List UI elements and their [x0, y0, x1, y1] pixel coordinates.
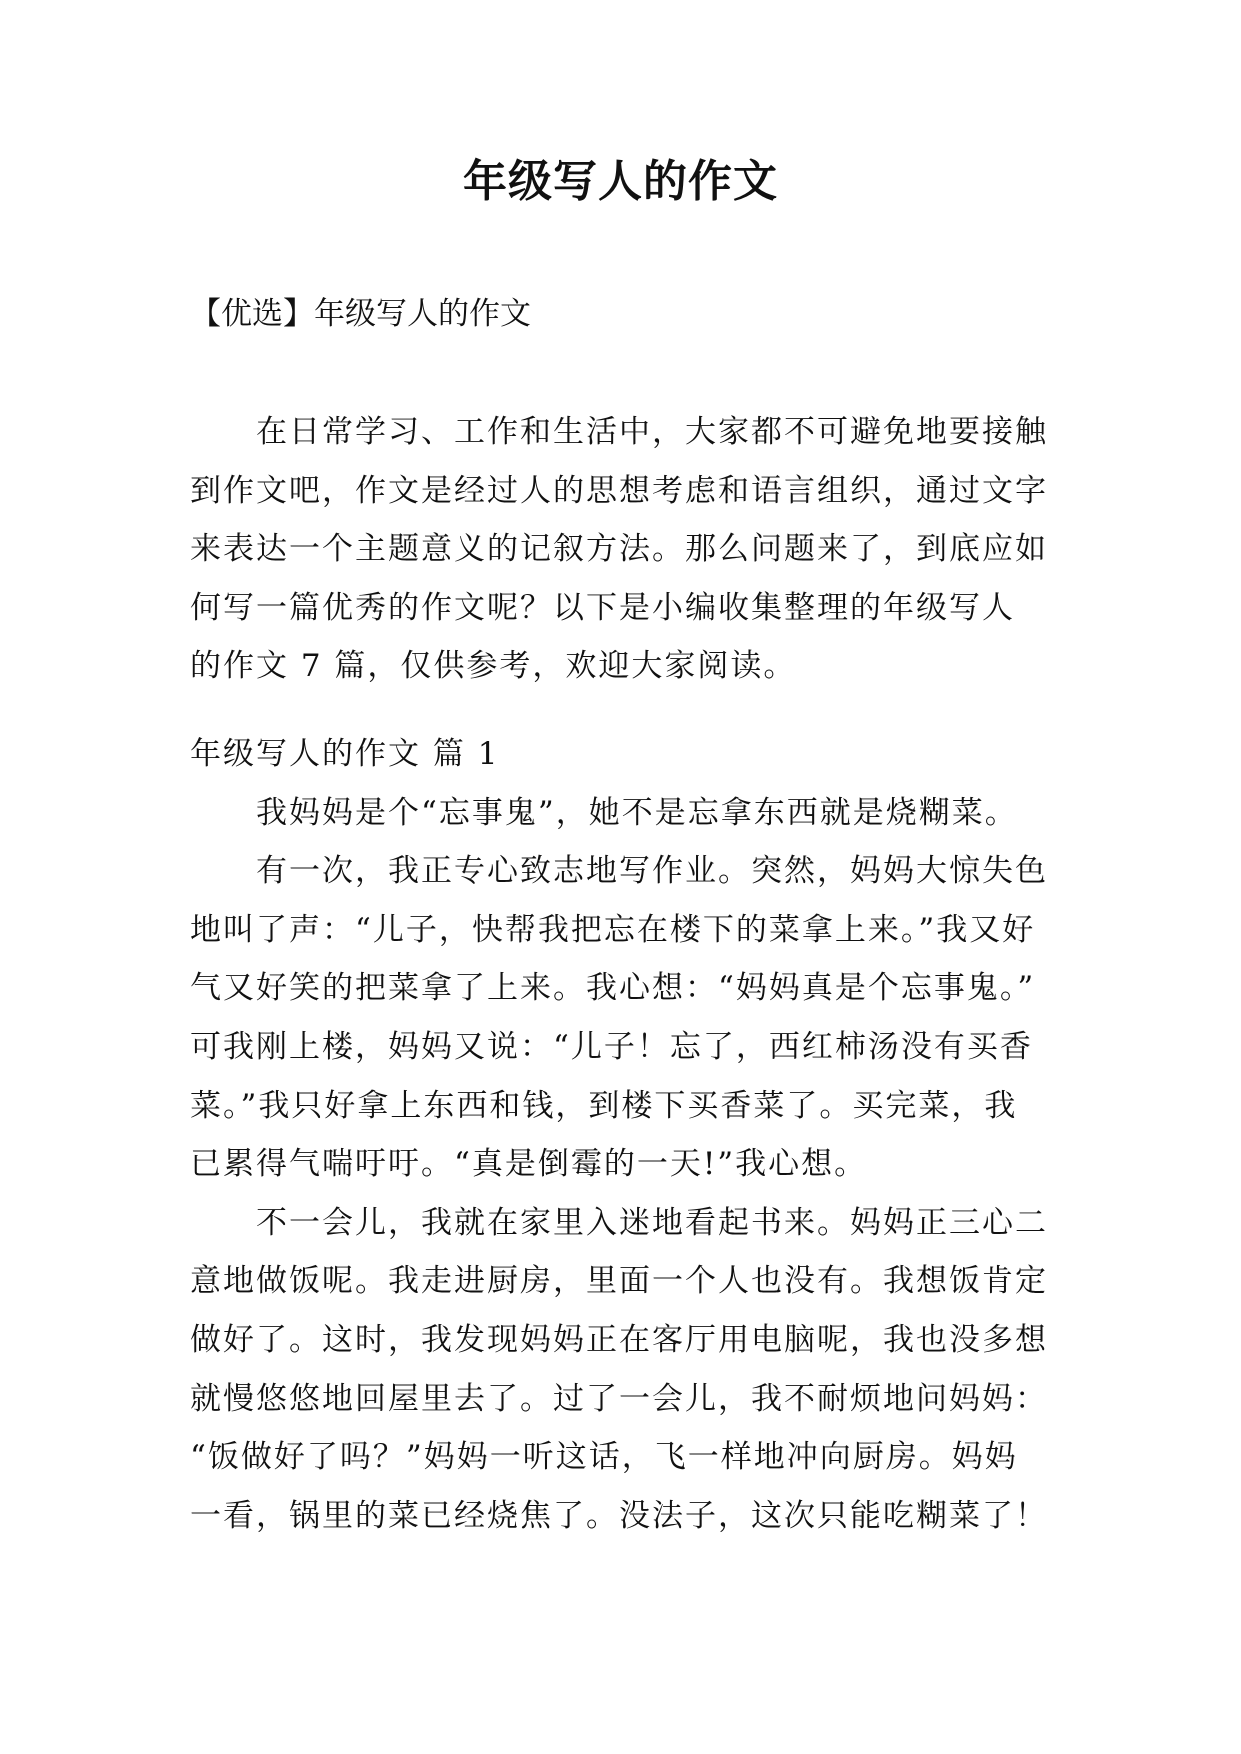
document-subtitle: 【优选】年级写人的作文: [190, 296, 531, 332]
document-title: 年级写人的作文: [463, 156, 778, 207]
intro-paragraph: [190, 403, 1052, 696]
paragraph-2-line: 气又好笑的把菜拿了上来。我心想：“妈妈真是个忘事鬼。”: [190, 970, 1036, 1007]
intro-line: 在日常学习、工作和生活中，大家都不可避免地要接触: [256, 414, 1048, 450]
intro-line: 来表达一个主题意义的记叙方法。那么问题来了，到底应如: [190, 531, 1048, 568]
paragraph-2-line: 可我刚上楼，妈妈又说：“儿子！忘了，西红柿汤没有买香: [190, 1028, 1033, 1065]
paragraph-1-line: 我妈妈是个“忘事鬼”，她不是忘拿东西就是烧糊菜。: [256, 794, 1018, 831]
section-heading: 年级写人的作文 篇 1: [190, 736, 500, 772]
paragraph-2-line: 已累得气喘吁吁。“真是倒霉的一天!”我心想。: [190, 1146, 868, 1183]
paragraph-3-line: 意地做饭呢。我走进厨房，里面一个人也没有。我想饭肯定: [190, 1263, 1048, 1300]
paragraph-3-line: “饭做好了吗？”妈妈一听这话，飞一样地冲向厨房。妈妈: [190, 1439, 1018, 1476]
intro-line: 的作文 7 篇，仅供参考，欢迎大家阅读。: [190, 648, 797, 685]
intro-line: 何写一篇优秀的作文呢？以下是小编收集整理的年级写人: [190, 589, 1015, 626]
paragraph-3-line: 就慢悠悠地回屋里去了。过了一会儿，我不耐烦地问妈妈：: [190, 1380, 1048, 1417]
paragraph-3-line: 做好了。这时，我发现妈妈正在客厅用电脑呢，我也没多想: [190, 1321, 1048, 1358]
paragraph-2-line: 菜。”我只好拿上东西和钱，到楼下买香菜了。买完菜，我: [190, 1087, 1018, 1124]
essay-section-1: [190, 725, 1052, 1545]
paragraph-2-line: 有一次，我正专心致志地写作业。突然，妈妈大惊失色: [256, 853, 1048, 890]
paragraph-2-line: 地叫了声：“儿子，快帮我把忘在楼下的菜拿上来。”我又好: [190, 911, 1036, 948]
paragraph-3-line: 一看，锅里的菜已经烧焦了。没法子，这次只能吃糊菜了！: [190, 1497, 1048, 1534]
intro-line: 到作文吧，作文是经过人的思想考虑和语言组织，通过文字: [190, 472, 1048, 509]
paragraph-3-line: 不一会儿，我就在家里入迷地看起书来。妈妈正三心二: [256, 1204, 1048, 1241]
